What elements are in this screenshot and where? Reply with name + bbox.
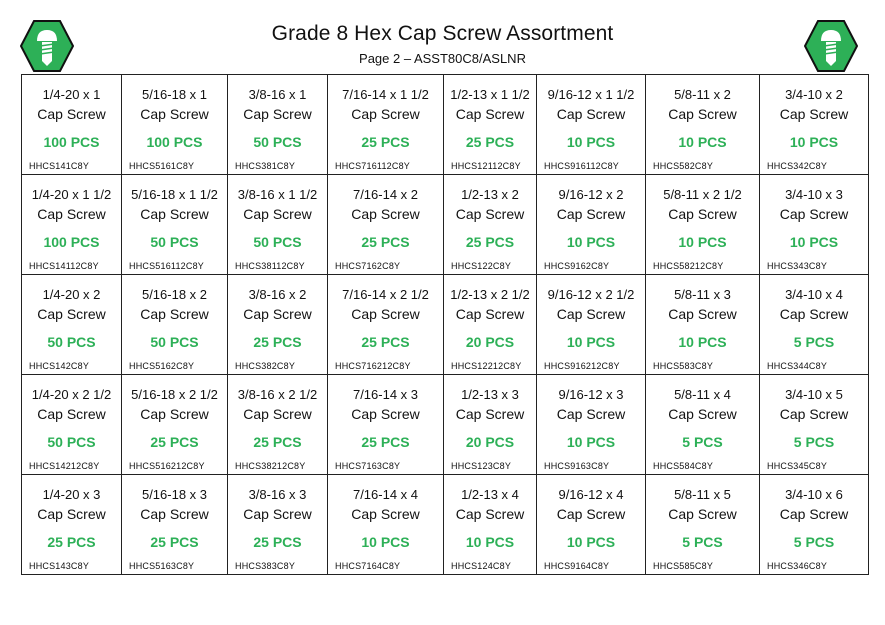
screw-cell [328, 275, 444, 375]
screw-type: Cap Screw [556, 506, 626, 522]
screw-sku: HHCS585C8Y [653, 561, 714, 571]
screw-size: 9/16-12 x 3 [558, 387, 624, 402]
screw-quantity: 10 PCS [566, 234, 616, 250]
screw-sku: HHCS716212C8Y [335, 361, 411, 371]
screw-quantity: 25 PCS [361, 334, 410, 350]
screw-size: 1/2-13 x 2 [461, 187, 519, 202]
screw-cell [228, 175, 328, 275]
screw-size: 3/8-16 x 1 1/2 [237, 187, 318, 202]
screw-quantity: 5 PCS [793, 534, 835, 550]
screw-quantity: 10 PCS [361, 534, 410, 550]
screw-quantity: 10 PCS [678, 234, 727, 250]
screw-size: 1/2-13 x 1 1/2 [450, 87, 530, 102]
screw-type: Cap Screw [37, 306, 106, 322]
screw-sku: HHCS516112C8Y [129, 261, 204, 271]
screw-sku: HHCS381C8Y [235, 161, 296, 171]
screw-type: Cap Screw [243, 406, 312, 422]
screw-size: 5/8-11 x 2 [674, 87, 731, 102]
screw-quantity: 20 PCS [465, 434, 515, 450]
screw-type: Cap Screw [779, 306, 849, 322]
screw-size: 7/16-14 x 2 1/2 [342, 287, 429, 302]
screw-quantity: 5 PCS [793, 334, 835, 350]
screw-size: 1/2-13 x 3 [461, 387, 519, 402]
screw-sku: HHCS343C8Y [767, 261, 828, 271]
screw-type: Cap Screw [351, 406, 420, 422]
screw-type: Cap Screw [556, 306, 626, 322]
screw-quantity: 25 PCS [465, 234, 515, 250]
screw-quantity: 10 PCS [566, 434, 616, 450]
screw-cell [760, 175, 869, 275]
screw-type: Cap Screw [351, 206, 420, 222]
screw-quantity: 25 PCS [47, 534, 96, 550]
screw-size: 5/16-18 x 1 [141, 87, 208, 102]
screw-quantity: 25 PCS [253, 434, 302, 450]
screw-quantity: 50 PCS [47, 434, 96, 450]
assortment-grid [21, 74, 869, 575]
screw-cell [537, 75, 646, 175]
screw-cell [328, 175, 444, 275]
screw-quantity: 10 PCS [678, 134, 727, 150]
screw-size: 9/16-12 x 1 1/2 [547, 87, 635, 102]
screw-quantity: 20 PCS [465, 334, 515, 350]
screw-sku: HHCS7164C8Y [335, 561, 401, 571]
screw-size: 9/16-12 x 2 1/2 [547, 287, 635, 302]
screw-sku: HHCS123C8Y [451, 461, 512, 471]
screw-type: Cap Screw [140, 506, 209, 522]
screw-quantity: 25 PCS [253, 334, 302, 350]
screw-size: 7/16-14 x 2 [352, 187, 419, 202]
screw-quantity: 100 PCS [43, 234, 100, 250]
screw-quantity: 50 PCS [47, 334, 96, 350]
screw-sku: HHCS142C8Y [29, 361, 90, 371]
screw-size: 1/4-20 x 2 1/2 [31, 387, 112, 402]
screw-type: Cap Screw [668, 506, 737, 522]
screw-cell [122, 75, 228, 175]
screw-cell [228, 75, 328, 175]
screw-type: Cap Screw [779, 206, 849, 222]
screw-quantity: 5 PCS [682, 534, 723, 550]
screw-size: 1/2-13 x 2 1/2 [450, 287, 530, 302]
screw-quantity: 5 PCS [682, 434, 723, 450]
screw-sku: HHCS584C8Y [653, 461, 714, 471]
screw-size: 5/8-11 x 4 [674, 387, 731, 402]
screw-sku: HHCS346C8Y [767, 561, 828, 571]
screw-quantity: 50 PCS [253, 134, 302, 150]
screw-type: Cap Screw [351, 106, 420, 122]
screw-size: 5/16-18 x 3 [141, 487, 208, 502]
screw-cell [122, 275, 228, 375]
screw-sku: HHCS9164C8Y [544, 561, 610, 571]
screw-sku: HHCS9162C8Y [544, 261, 610, 271]
screw-type: Cap Screw [668, 106, 737, 122]
screw-quantity: 25 PCS [361, 134, 410, 150]
screw-type: Cap Screw [779, 106, 849, 122]
screw-cell [328, 75, 444, 175]
screw-quantity: 100 PCS [43, 134, 100, 150]
screw-type: Cap Screw [455, 506, 525, 522]
screw-cell [646, 175, 760, 275]
screw-cell [760, 75, 869, 175]
screw-type: Cap Screw [668, 206, 737, 222]
screw-type: Cap Screw [140, 106, 209, 122]
screw-sku: HHCS14212C8Y [29, 461, 100, 471]
screw-type: Cap Screw [556, 206, 626, 222]
screw-sku: HHCS9163C8Y [544, 461, 610, 471]
screw-cell [122, 475, 228, 575]
screw-sku: HHCS916112C8Y [544, 161, 619, 171]
screw-type: Cap Screw [351, 506, 420, 522]
screw-cell [328, 475, 444, 575]
screw-sku: HHCS345C8Y [767, 461, 828, 471]
screw-cell [537, 375, 646, 475]
screw-sku: HHCS143C8Y [29, 561, 90, 571]
screw-cell [537, 475, 646, 575]
screw-cell [646, 475, 760, 575]
screw-quantity: 25 PCS [150, 534, 199, 550]
screw-size: 3/4-10 x 4 [785, 287, 843, 302]
screw-size: 9/16-12 x 2 [558, 187, 624, 202]
screw-quantity: 25 PCS [361, 434, 410, 450]
screw-sku: HHCS716112C8Y [335, 161, 410, 171]
screw-size: 3/8-16 x 1 [248, 87, 307, 102]
screw-cell [22, 375, 122, 475]
screw-type: Cap Screw [556, 406, 626, 422]
screw-sku: HHCS383C8Y [235, 561, 296, 571]
screw-sku: HHCS38212C8Y [235, 461, 306, 471]
screw-sku: HHCS124C8Y [451, 561, 512, 571]
screw-quantity: 10 PCS [566, 134, 616, 150]
screw-type: Cap Screw [140, 206, 209, 222]
screw-size: 3/4-10 x 5 [785, 387, 843, 402]
screw-sku: HHCS916212C8Y [544, 361, 620, 371]
screw-quantity: 10 PCS [465, 534, 515, 550]
screw-sku: HHCS382C8Y [235, 361, 296, 371]
screw-size: 1/4-20 x 2 [42, 287, 101, 302]
screw-quantity: 50 PCS [150, 334, 199, 350]
screw-type: Cap Screw [779, 406, 849, 422]
screw-sku: HHCS122C8Y [451, 261, 512, 271]
screw-sku: HHCS516212C8Y [129, 461, 205, 471]
screw-size: 7/16-14 x 3 [352, 387, 419, 402]
screw-size: 3/4-10 x 6 [785, 487, 843, 502]
screw-sku: HHCS38112C8Y [235, 261, 305, 271]
screw-cell [537, 175, 646, 275]
screw-size: 1/4-20 x 1 [42, 87, 101, 102]
screw-quantity: 25 PCS [253, 534, 302, 550]
screw-sku: HHCS12112C8Y [451, 161, 521, 171]
screw-size: 1/2-13 x 4 [461, 487, 519, 502]
screw-quantity: 100 PCS [146, 134, 203, 150]
screw-cell [22, 75, 122, 175]
screw-quantity: 5 PCS [793, 434, 835, 450]
screw-cell [22, 275, 122, 375]
screw-cell [22, 475, 122, 575]
screw-size: 3/8-16 x 2 1/2 [237, 387, 318, 402]
screw-sku: HHCS12212C8Y [451, 361, 522, 371]
screw-quantity: 10 PCS [566, 334, 616, 350]
screw-type: Cap Screw [243, 106, 312, 122]
screw-cell [122, 175, 228, 275]
screw-sku: HHCS342C8Y [767, 161, 828, 171]
screw-sku: HHCS5162C8Y [129, 361, 195, 371]
screw-type: Cap Screw [37, 506, 106, 522]
screw-type: Cap Screw [455, 206, 525, 222]
screw-cell [228, 275, 328, 375]
page-title: Grade 8 Hex Cap Screw Assortment [271, 22, 614, 45]
screw-quantity: 50 PCS [253, 234, 302, 250]
screw-size: 5/8-11 x 5 [674, 487, 731, 502]
screw-type: Cap Screw [455, 406, 525, 422]
screw-type: Cap Screw [779, 506, 849, 522]
screw-sku: HHCS583C8Y [653, 361, 714, 371]
screw-cell [760, 475, 869, 575]
screw-cell [22, 175, 122, 275]
screw-type: Cap Screw [668, 306, 737, 322]
page-subtitle: Page 2 – ASST80C8/ASLNR [359, 51, 526, 66]
screw-type: Cap Screw [243, 206, 312, 222]
screw-size: 5/16-18 x 2 [141, 287, 208, 302]
screw-type: Cap Screw [37, 206, 106, 222]
screw-quantity: 50 PCS [150, 234, 199, 250]
screw-cell [444, 475, 537, 575]
screw-quantity: 25 PCS [465, 134, 515, 150]
screw-type: Cap Screw [455, 106, 525, 122]
screw-type: Cap Screw [140, 406, 209, 422]
screw-type: Cap Screw [668, 406, 737, 422]
screw-size: 3/4-10 x 3 [785, 187, 843, 202]
screw-cell [444, 75, 537, 175]
screw-type: Cap Screw [556, 106, 626, 122]
screw-sku: HHCS7163C8Y [335, 461, 401, 471]
screw-cell [760, 375, 869, 475]
screw-cell [646, 75, 760, 175]
screw-cell [760, 275, 869, 375]
screw-size: 5/8-11 x 2 1/2 [663, 187, 742, 202]
screw-cell [444, 275, 537, 375]
screw-size: 3/8-16 x 2 [248, 287, 307, 302]
screw-quantity: 10 PCS [566, 534, 616, 550]
screw-size: 1/4-20 x 1 1/2 [31, 187, 112, 202]
screw-size: 9/16-12 x 4 [558, 487, 624, 502]
screw-cell [328, 375, 444, 475]
screw-sku: HHCS141C8Y [29, 161, 90, 171]
screw-sku: HHCS5161C8Y [129, 161, 195, 171]
screw-type: Cap Screw [243, 306, 312, 322]
screw-cell [122, 375, 228, 475]
screw-cell [537, 275, 646, 375]
screw-quantity: 25 PCS [361, 234, 410, 250]
screw-cell [228, 475, 328, 575]
screw-type: Cap Screw [243, 506, 312, 522]
screw-type: Cap Screw [140, 306, 209, 322]
screw-quantity: 10 PCS [789, 134, 839, 150]
screw-size: 5/16-18 x 2 1/2 [131, 387, 218, 402]
screw-sku: HHCS7162C8Y [335, 261, 401, 271]
screw-type: Cap Screw [37, 106, 106, 122]
screw-cell [646, 275, 760, 375]
screw-sku: HHCS58212C8Y [653, 261, 724, 271]
screw-cell [444, 175, 537, 275]
screw-size: 3/4-10 x 2 [785, 87, 843, 102]
screw-size: 5/8-11 x 3 [674, 287, 731, 302]
screw-quantity: 10 PCS [789, 234, 839, 250]
screw-type: Cap Screw [351, 306, 420, 322]
screw-cell [228, 375, 328, 475]
screw-size: 7/16-14 x 1 1/2 [342, 87, 429, 102]
screw-sku: HHCS344C8Y [767, 361, 828, 371]
screw-quantity: 10 PCS [678, 334, 727, 350]
screw-size: 3/8-16 x 3 [248, 487, 307, 502]
screw-size: 1/4-20 x 3 [42, 487, 101, 502]
screw-sku: HHCS582C8Y [653, 161, 714, 171]
screw-sku: HHCS14112C8Y [29, 261, 99, 271]
screw-cell [444, 375, 537, 475]
screw-type: Cap Screw [455, 306, 525, 322]
screw-sku: HHCS5163C8Y [129, 561, 195, 571]
screw-size: 5/16-18 x 1 1/2 [131, 187, 218, 202]
screw-size: 7/16-14 x 4 [352, 487, 419, 502]
screw-cell [646, 375, 760, 475]
screw-quantity: 25 PCS [150, 434, 199, 450]
screw-type: Cap Screw [37, 406, 106, 422]
